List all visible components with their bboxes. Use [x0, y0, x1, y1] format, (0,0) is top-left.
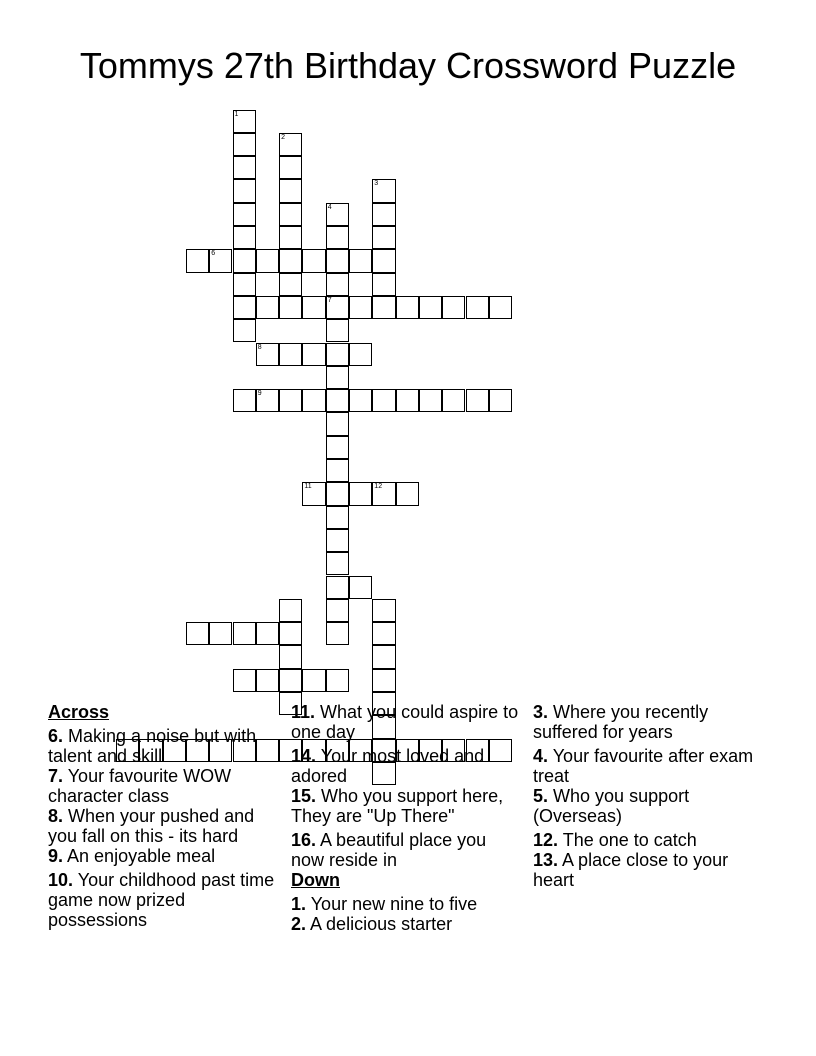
clue-down-12	[533, 830, 773, 850]
grid-cell[interactable]	[372, 296, 395, 319]
clue-text: When your pushed and you fall on this - its hard	[48, 806, 255, 846]
grid-cell[interactable]	[419, 296, 442, 319]
grid-cell[interactable]	[326, 412, 349, 435]
grid-cell[interactable]	[442, 389, 465, 412]
grid-cell[interactable]	[233, 203, 256, 226]
grid-cell[interactable]	[372, 389, 395, 412]
grid-cell[interactable]	[279, 669, 302, 692]
grid-cell[interactable]	[372, 645, 395, 668]
grid-cell[interactable]	[279, 296, 302, 319]
grid-cell[interactable]	[186, 249, 209, 272]
grid-cell[interactable]	[419, 389, 442, 412]
clue-text: A delicious starter	[310, 914, 453, 934]
grid-cell[interactable]	[279, 343, 302, 366]
clue-number: 1.	[291, 894, 307, 914]
grid-cell[interactable]	[256, 343, 279, 366]
grid-cell[interactable]	[209, 622, 232, 645]
clue-text: Your favourite after exam treat	[533, 746, 754, 786]
clue-text: Making a noise but with talent and skill	[48, 726, 257, 766]
clue-number: 15.	[291, 786, 317, 806]
grid-cell[interactable]	[233, 319, 256, 342]
clue-column-1	[48, 702, 278, 930]
cell-number: 2	[281, 133, 285, 141]
grid-cell[interactable]	[326, 529, 349, 552]
grid-cell[interactable]	[442, 296, 465, 319]
grid-cell[interactable]	[279, 645, 302, 668]
grid-cell[interactable]	[326, 319, 349, 342]
grid-cell[interactable]	[233, 273, 256, 296]
grid-cell[interactable]	[279, 226, 302, 249]
clue-column-3	[533, 702, 773, 890]
grid-cell[interactable]	[233, 226, 256, 249]
cell-number: 6	[211, 250, 216, 258]
grid-cell[interactable]	[326, 203, 349, 226]
grid-cell[interactable]	[279, 203, 302, 226]
clue-across-7	[48, 766, 278, 806]
grid-cell[interactable]	[302, 669, 325, 692]
clue-down-5	[533, 786, 773, 826]
grid-cell[interactable]	[489, 296, 512, 319]
clue-across-9	[48, 846, 278, 866]
clue-number: 3.	[533, 702, 549, 722]
across-heading: Across	[48, 702, 110, 722]
grid-cell[interactable]	[279, 622, 302, 645]
grid-cell[interactable]	[326, 552, 349, 575]
clue-text: Your favourite WOW character class	[48, 766, 232, 806]
grid-cell[interactable]	[372, 203, 395, 226]
clue-text: Your childhood past time game now prized possessions	[48, 870, 275, 930]
grid-cell[interactable]	[372, 226, 395, 249]
cell-number: 1	[234, 110, 239, 118]
clue-text: A beautiful place you now reside in	[291, 830, 487, 870]
grid-cell[interactable]	[326, 273, 349, 296]
grid-cell[interactable]	[279, 133, 302, 156]
clue-number: 12.	[533, 830, 559, 850]
grid-cell[interactable]	[466, 389, 489, 412]
grid-cell[interactable]	[326, 436, 349, 459]
grid-cell[interactable]	[349, 576, 372, 599]
clue-down-3	[533, 702, 773, 742]
grid-cell[interactable]	[256, 296, 279, 319]
clue-number: 4.	[533, 746, 549, 766]
grid-cell[interactable]	[349, 296, 372, 319]
clue-across-6	[48, 726, 278, 766]
grid-cell[interactable]	[372, 273, 395, 296]
clue-text: Who you support here, They are "Up There"	[291, 786, 504, 826]
clue-number: 7.	[48, 766, 64, 786]
grid-cell[interactable]	[396, 296, 419, 319]
cell-number: 8	[257, 343, 262, 351]
grid-cell[interactable]	[209, 249, 232, 272]
clue-column-2	[291, 702, 523, 934]
grid-cell[interactable]	[233, 133, 256, 156]
grid-cell[interactable]	[326, 226, 349, 249]
grid-cell[interactable]	[256, 622, 279, 645]
clue-number: 2.	[291, 914, 307, 934]
clue-number: 10.	[48, 870, 74, 890]
grid-cell[interactable]	[279, 273, 302, 296]
grid-cell[interactable]	[372, 622, 395, 645]
grid-cell[interactable]	[326, 506, 349, 529]
grid-cell[interactable]	[372, 249, 395, 272]
clue-text: The one to catch	[562, 830, 697, 850]
grid-cell[interactable]	[396, 389, 419, 412]
clue-across-8	[48, 806, 278, 846]
clue-across-10	[48, 870, 278, 930]
clue-number: 5.	[533, 786, 549, 806]
grid-cell[interactable]	[233, 389, 256, 412]
grid-cell[interactable]	[279, 156, 302, 179]
grid-cell[interactable]	[349, 343, 372, 366]
grid-cell[interactable]	[302, 249, 325, 272]
clue-text: What you could aspire to one day	[291, 702, 519, 742]
grid-cell[interactable]	[326, 249, 349, 272]
grid-cell[interactable]	[326, 296, 349, 319]
grid-cell[interactable]	[372, 599, 395, 622]
grid-cell[interactable]	[233, 156, 256, 179]
grid-cell[interactable]	[326, 343, 349, 366]
clue-text: Where you recently suffered for years	[533, 702, 709, 742]
clue-number: 16.	[291, 830, 317, 850]
grid-cell[interactable]	[349, 249, 372, 272]
clue-number: 13.	[533, 850, 559, 870]
grid-cell[interactable]	[326, 622, 349, 645]
grid-cell[interactable]	[302, 389, 325, 412]
grid-cell[interactable]	[256, 249, 279, 272]
grid-cell[interactable]	[326, 669, 349, 692]
grid-cell[interactable]	[372, 179, 395, 202]
grid-cell[interactable]	[489, 389, 512, 412]
grid-cell[interactable]	[233, 249, 256, 272]
cell-number: 11	[304, 483, 312, 491]
grid-cell[interactable]	[326, 576, 349, 599]
grid-cell[interactable]	[256, 669, 279, 692]
down-heading: Down	[291, 870, 340, 890]
grid-cell[interactable]	[396, 482, 419, 505]
clue-number: 9.	[48, 846, 64, 866]
clue-across-11	[291, 702, 523, 742]
clue-down-1	[291, 894, 523, 914]
grid-cell[interactable]	[302, 482, 325, 505]
grid-cell[interactable]	[326, 366, 349, 389]
clue-across-16	[291, 830, 523, 870]
clue-down-2	[291, 914, 523, 934]
grid-cell[interactable]	[326, 459, 349, 482]
grid-cell[interactable]	[372, 669, 395, 692]
grid-cell[interactable]	[326, 599, 349, 622]
cell-number: 4	[327, 203, 332, 211]
grid-cell[interactable]	[279, 249, 302, 272]
cell-number: 12	[374, 483, 383, 491]
grid-cell[interactable]	[233, 179, 256, 202]
grid-cell[interactable]	[466, 296, 489, 319]
grid-cell[interactable]	[233, 296, 256, 319]
clue-text: An enjoyable meal	[67, 846, 216, 866]
grid-cell[interactable]	[302, 343, 325, 366]
grid-cell[interactable]	[186, 622, 209, 645]
clue-text: Your new nine to five	[310, 894, 478, 914]
clue-text: A place close to your heart	[533, 850, 729, 890]
cell-number: 3	[374, 180, 379, 188]
puzzle-title: Tommys 27th Birthday Crossword Puzzle	[79, 45, 737, 86]
grid-cell[interactable]	[372, 482, 395, 505]
grid-cell[interactable]	[326, 389, 349, 412]
clue-text: Who you support (Overseas)	[533, 786, 690, 826]
grid-cell[interactable]	[233, 622, 256, 645]
grid-cell[interactable]	[349, 482, 372, 505]
grid-cell[interactable]	[279, 599, 302, 622]
clue-number: 14.	[291, 746, 317, 766]
grid-cell[interactable]	[279, 389, 302, 412]
grid-cell[interactable]	[233, 669, 256, 692]
clue-number: 8.	[48, 806, 64, 826]
grid-cell[interactable]	[233, 110, 256, 133]
clue-down-13	[533, 850, 773, 890]
grid-cell[interactable]	[349, 389, 372, 412]
clue-across-15	[291, 786, 523, 826]
grid-cell[interactable]	[279, 179, 302, 202]
clue-number: 11.	[291, 702, 316, 722]
clue-across-14	[291, 746, 523, 786]
clue-down-4	[533, 746, 773, 786]
clue-number: 6.	[48, 726, 64, 746]
clue-text: Your most loved and adored	[291, 746, 485, 786]
grid-cell[interactable]	[256, 389, 279, 412]
grid-cell[interactable]	[326, 482, 349, 505]
cell-number: 7	[327, 296, 332, 304]
grid-cell[interactable]	[302, 296, 325, 319]
cell-number: 9	[257, 390, 262, 398]
